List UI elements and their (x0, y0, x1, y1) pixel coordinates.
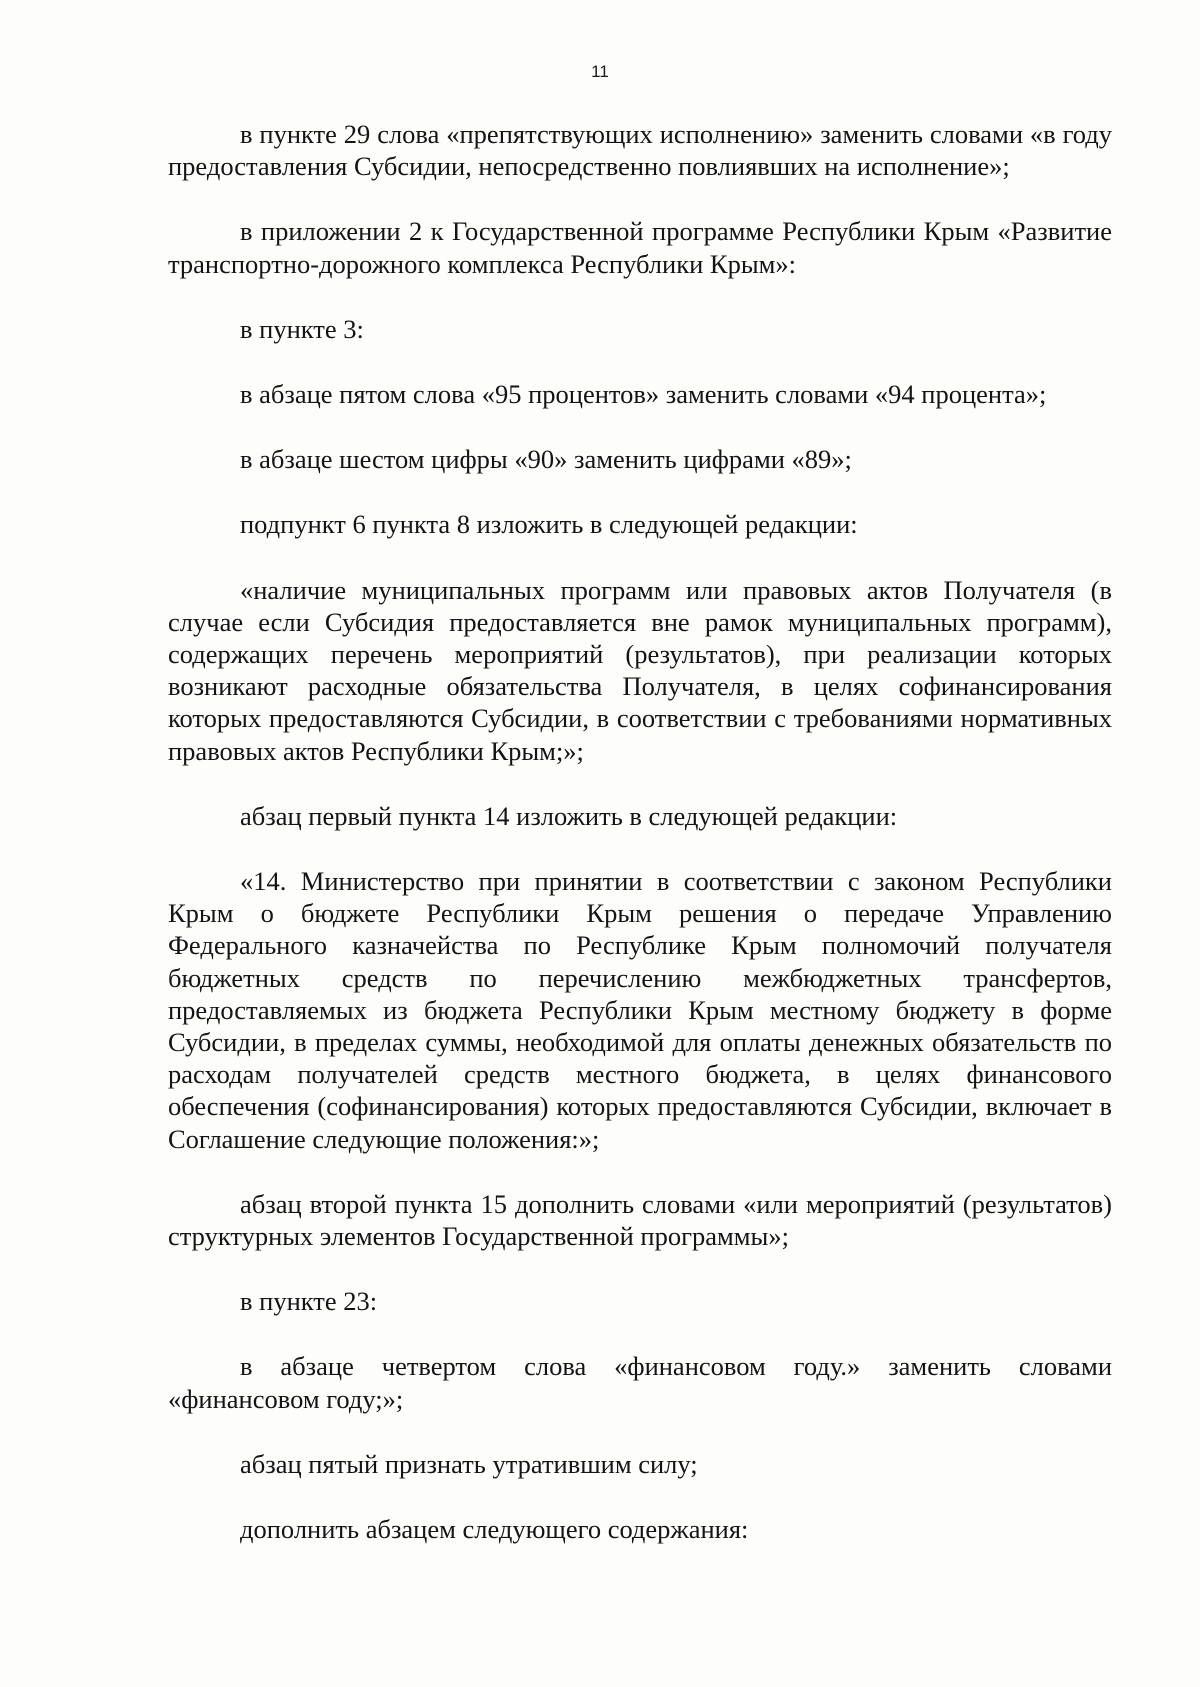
page-number: 11 (591, 62, 609, 81)
paragraph-1: в пункте 29 слова «препятствующих исполнению» заменить словами «в году предоставления Субсидии, непосредственно повлиявших на исполнение»; (168, 119, 1112, 182)
paragraph-2: в приложении 2 к Государственной программе Республики Крым «Развитие транспортно-дорожного комплекса Республики Крым»: (168, 216, 1112, 279)
document-body (168, 118, 1112, 1578)
paragraph-12: в абзаце четвертом слова «финансовом году.» заменить словами «финансовом году;»; (168, 1351, 1112, 1414)
paragraph-13: абзац пятый признать утратившим силу; (240, 1448, 698, 1479)
paragraph-5: в абзаце шестом цифры «90» заменить цифрами «89»; (240, 444, 852, 475)
paragraph-11: в пункте 23: (240, 1286, 378, 1317)
paragraph-14: дополнить абзацем следующего содержания: (240, 1514, 749, 1545)
paragraph-9: «14. Министерство при принятии в соответствии с законом Республики Крым о бюджете Республики Крым решения о передаче Управлению Федерального казначейства по Республике Крым полномочий получателя бюджетных средств по перечислению межбюджетных трансфертов, предоставляемых из бюджета Республики Крым местному бюджету в форме Субсидии, в пределах суммы, необходимой для оплаты денежных обязательств по расходам получателей средств местного бюджета, в целях финансового обеспечения (софинансирования) которых предоставляются Субсидии, включает в Соглашение следующие положения:»; (168, 866, 1112, 1154)
paragraph-6: подпункт 6 пункта 8 изложить в следующей редакции: (240, 509, 858, 540)
paragraph-7: «наличие муниципальных программ или правовых актов Получателя (в случае если Субсидия предоставляется вне рамок муниципальных программ), содержащих перечень мероприятий (результатов), при реализации которых возникают расходные обязательства Получателя, в целях софинансирования которых предоставляются Субсидии, в соответствии с требованиями нормативных правовых актов Республики Крым;»; (168, 574, 1112, 766)
paragraph-8: абзац первый пункта 14 изложить в следующей редакции: (240, 800, 898, 831)
paragraph-3: в пункте 3: (240, 313, 364, 344)
paragraph-4: в абзаце пятом слова «95 процентов» заменить словами «94 процента»; (240, 379, 1047, 410)
paragraph-10: абзац второй пункта 15 дополнить словами «или мероприятий (результатов) структурных элементов Государственной программы»; (168, 1188, 1112, 1252)
